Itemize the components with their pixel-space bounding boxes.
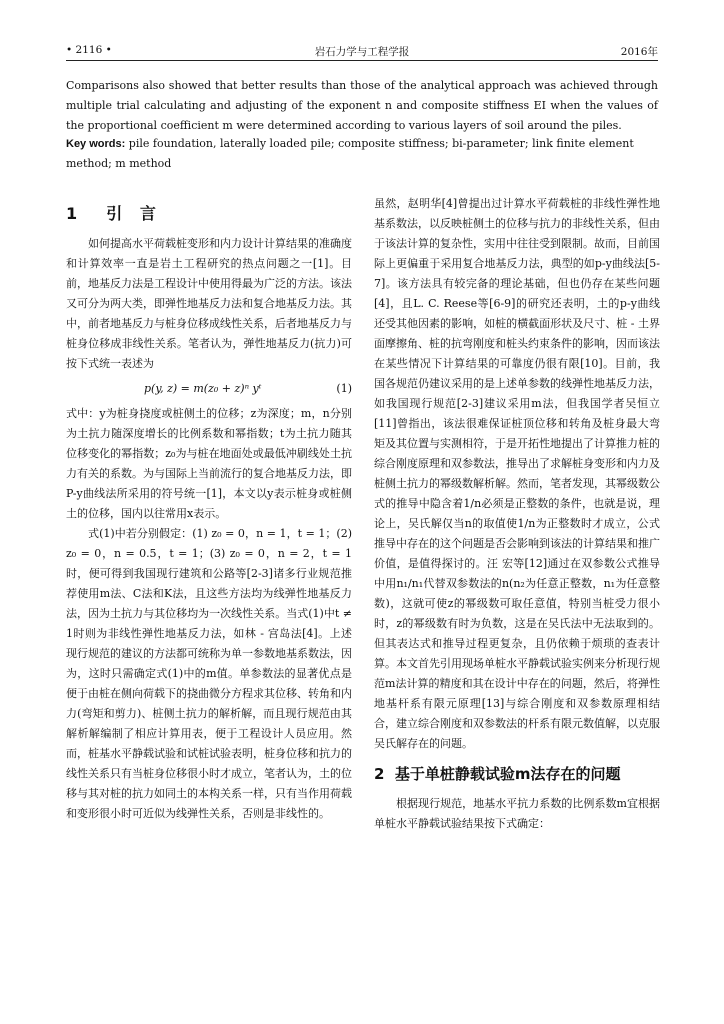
left-column [66,194,352,824]
page-number: • 2116 • [66,44,112,56]
intro-paragraph-2: 式中：y为桩身挠度或桩侧土的位移；z为深度；m，n分别为土抗力随深度增长的比例系数和幂指数；t为土抗力随其位移变化的幂指数；z₀为与桩在地面处或最低冲刷线处土抗力有关的系数。为与国际上当前流行的复合地基反力法，即P-y曲线法所采用的符号统一[1]，本文以y表示桩身或桩侧土的位移，国内以往常用x表示。 [66,407,352,520]
section-2-paragraph-1: 根据现行规范，地基水平抗力系数的比例系数m宜根据单桩水平静载试验结果按下式确定： [374,797,660,830]
keywords-label: Key words: [66,138,126,150]
section-2-number: 2 [374,765,385,783]
running-header [66,42,658,61]
equation-1-number: (1) [336,382,352,395]
journal-year: 2016年 [620,46,658,58]
abstract-text: Comparisons also showed that better results than those of the analytical approach was achieved through multiple trial calculating and adjusting of the exponent n and composite stiffness EI when the values of the proportional coefficient m were determined according to various layers of soil around the piles. [66,79,658,132]
keywords [66,134,658,174]
intro-paragraph-3: 式(1)中若分别假定：(1) z₀ = 0，n = 1，t = 1；(2) z₀ = 0，n = 0.5，t = 1；(3) z₀ = 0，n = 2，t = 1时，便可得到我国现行建筑和公路等[2-3]诸多行业规范推荐使用m法、C法和K法，且这些方法均为线弹性地基反力法，因为土抗力与其位移均为一次线性关系。当式(1)中t ≠ 1时则为非线性弹性地基反力法，如林 - 宫岛法[4]。上述现行规范的建议的方法都可统称为单一参数地基系数法，因为，这时只需确定式(1)中的m值。单参数法的显著优点是便于由桩在侧向荷载下的挠曲微分方程求其位移、转角和内力(弯矩和剪力)、桩侧土抗力的解析解，而且现行规范由其解析解编制了相应计算用表，便于工程设计人员应用。然而，桩基水平静载试验和试桩试验表明，桩身位移和抗力的线性关系只有当桩身位移很小时才成立，笔者认为，土的位移与其对桩的抗力如同土的本构关系一样，只有当作用荷载和变形很小时可近似为线弹性关系，否则是非线性的。 [66,527,352,820]
section-1-number: 1 [66,204,84,223]
intro-paragraph-4: 虽然，赵明华[4]曾提出过计算水平荷载桩的非线性弹性地基系数法，以反映桩侧土的位移与抗力的非线性关系，但由于该法计算的复杂性，实用中往往受到限制。故而，目前国际上更偏重于采用复合地基反力法，典型的如p-y曲线法[5-7]。该方法具有较完备的理论基础，但也仍存在某些问题[4]，且L. C. Reese等[6-9]的研究还表明，土的p-y曲线还受其他因素的影响，如桩的横截面形状及尺寸、桩 - 土界面摩擦角、桩的抗弯刚度和桩头约束条件的影响，因而该法在某些情况下计算结果的可靠度仍很有限[10]。目前，我国各规范仍建议采用的是上述单参数的线弹性地基反力法，如我国现行规范[2-3]建议采用m法，但我国学者吴恒立[11]曾指出，该法很难保证桩顶位移和转角及桩身最大弯矩及其位置与实测相符，于是开拓性地提出了计算推力桩的综合刚度原理和双参数法，推导出了求解桩身变形和内力及桩侧土抗力的幂级数解析解。然而，笔者发现，其幂级数公式的推导中隐含着1/n必须是正整数的条件，也就是说，理论上，吴氏解仅当n的取值使1/n为正整数时才成立，公式推导中存在的这个问题是否会影响到该法的计算结果和推广价值，是值得探讨的。汪 宏等[12]通过在双参数公式推导中用n₁/n₁代替双参数法的n(n₂为任意正整数，n₁为任意整数)，这就可使z的幂级数可取任意值，特别当桩受力很小时，z的幂级数有时为负数，这是在吴氏法中无法取到的。但其表达式和推导过程更复杂，且仍依赖于烦琐的查表计算。本文首先引用现场单桩水平静载试验实例来分析现行规范m法计算的精度和其在设计中存在的问题，然后，将弹性地基杆系有限元原理[13]与综合刚度和双参数原理相结合，建立综合刚度和双参数法的杆系有限元数值解，以克服吴氏解存在的问题。 [374,197,660,750]
section-1-title: 引 言 [106,204,162,223]
section-2-heading [374,754,660,794]
journal-title: 岩石力学与工程学报 [314,46,410,58]
keywords-text: pile foundation, laterally loaded pile; composite stiffness; bi-parameter; link finite element method; m method [66,137,634,170]
equation-1 [66,374,352,404]
equation-1-body: p(y, z) = m(z₀ + z)ⁿ yᵗ [144,382,262,395]
right-column [374,194,660,834]
section-2-title: 基于单桩静载试验m法存在的问题 [394,765,621,783]
section-1-heading [66,194,352,234]
intro-paragraph-1: 如何提高水平荷载桩变形和内力设计计算结果的准确度和计算效率一直是岩土工程研究的热点问题之一[1]。目前，地基反力法是工程设计中使用得最为广泛的方法。该法又可分为两大类，即弹性地基反力法和复合地基反力法。其中，前者地基反力与桩身位移成线性关系，后者地基反力与桩身位移成非线性关系。笔者认为，弹性地基反力(抗力)可按下式统一表述为 [66,237,352,370]
